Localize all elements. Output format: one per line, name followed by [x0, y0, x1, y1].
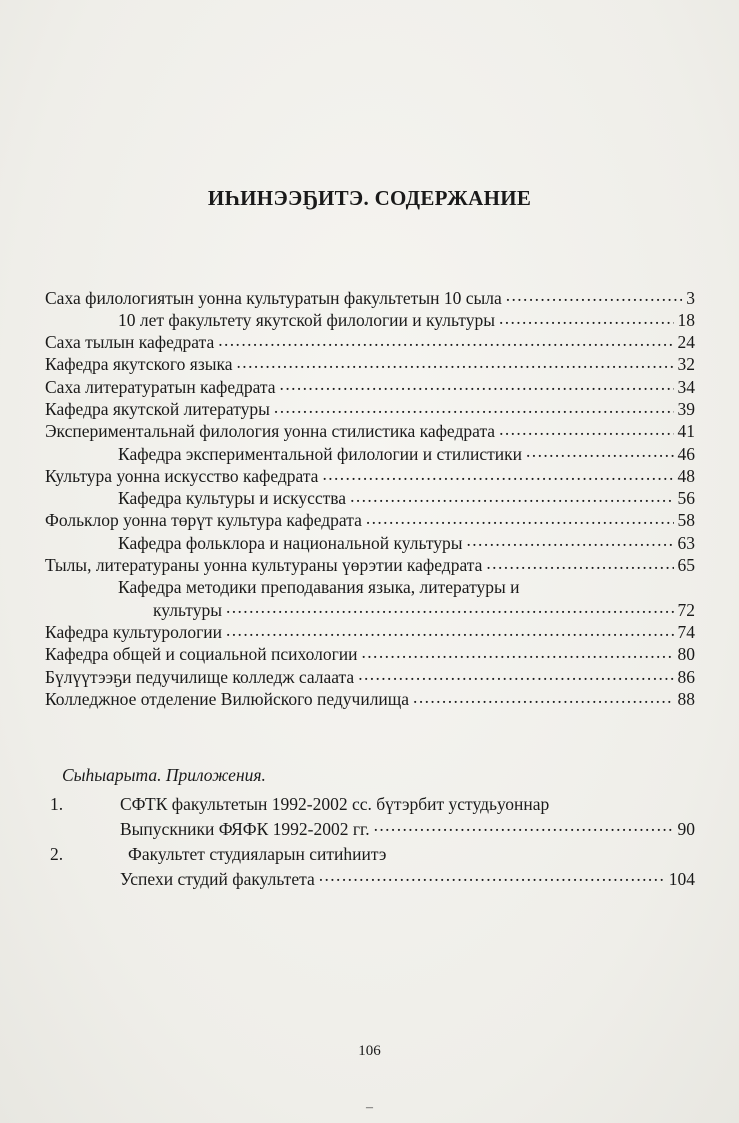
dot-leader: [413, 687, 673, 705]
dot-leader: [486, 554, 673, 572]
appendix-heading: Сыһыарыта. Приложения.: [62, 765, 266, 785]
dot-leader: [499, 420, 673, 438]
toc-entry: [45, 397, 695, 419]
toc-entry-label: Кафедра якутской литературы: [45, 398, 270, 419]
appendix-item-number: 1.: [50, 794, 64, 814]
toc-entry-page: 72: [677, 599, 695, 620]
dot-leader: [237, 353, 674, 371]
appendix-item-subtitle: Успехи студий факультета: [120, 869, 315, 889]
bottom-mark: –: [366, 1100, 373, 1115]
toc-entry-page: 65: [677, 555, 695, 576]
appendix-item-page: 90: [677, 819, 695, 839]
toc-entry-page: 56: [677, 488, 695, 509]
dot-leader: [226, 598, 674, 616]
toc-entry-label: Кафедра якутского языка: [45, 354, 233, 375]
dot-leader: [526, 442, 673, 460]
appendix-item-title: Факультет студияларын ситиһиитэ: [128, 844, 387, 864]
toc-entry: [45, 509, 695, 531]
toc-entry-page: 32: [677, 354, 695, 375]
toc-entry-label: культуры: [153, 599, 222, 620]
toc-entry: [45, 331, 695, 353]
toc-entry-page: 74: [677, 621, 695, 642]
toc-entry: [45, 554, 695, 576]
dot-leader: [280, 375, 674, 393]
toc-entry-label: Культура уонна искусство кафедрата: [45, 465, 319, 486]
dot-leader: [350, 487, 673, 505]
toc-entry-label: Кафедра культуры и искусства: [118, 488, 347, 509]
dot-leader: [358, 665, 673, 683]
appendix-item-1-line1: [50, 792, 695, 817]
toc-entry-label: Саха литературатын кафедрата: [45, 376, 276, 397]
toc-entry-label: Тылы, литератураны уонна культураны үөрэтии кафедрата: [45, 555, 483, 576]
dot-leader: [362, 643, 674, 661]
toc-entry-label: Бүлүүтээҕи педучилище колледж салаата: [45, 666, 355, 687]
toc-entry: [45, 620, 695, 642]
toc-entry-page: 63: [677, 532, 695, 553]
appendix-item-2-line2: [50, 867, 695, 892]
table-of-contents: [45, 286, 695, 710]
toc-entry: [45, 286, 695, 308]
toc-entry-page: 18: [677, 309, 695, 330]
toc-entry: [45, 353, 695, 375]
toc-entry-label: Саха филологиятын уонна культуратын факультетын 10 сыла: [45, 287, 502, 308]
dot-leader: [366, 509, 674, 527]
toc-entry-label: Кафедра экспериментальной филологии и стилистики: [118, 443, 523, 464]
toc-entry-page: 88: [677, 688, 695, 709]
appendix-item-subtitle: Выпускники ФЯФК 1992-2002 гг.: [120, 819, 370, 839]
dot-leader: [374, 818, 674, 836]
toc-entry-label: Саха тылын кафедрата: [45, 332, 215, 353]
toc-entry-page: 48: [677, 465, 695, 486]
toc-entry: [45, 687, 695, 709]
toc-entry-label: Экспериментальнай филология уонна стилистика кафедрата: [45, 421, 496, 442]
toc-entry-page: 46: [677, 443, 695, 464]
toc-entry-label: Кафедра фольклора и национальной культуры: [118, 532, 463, 553]
toc-entry-page: 39: [677, 398, 695, 419]
appendix-item-title: СФТК факультетын 1992-2002 сс. бүтэрбит устудьуоннар: [120, 794, 550, 814]
toc-entry: [45, 420, 695, 442]
toc-entry: [45, 442, 695, 464]
toc-entry-page: 41: [677, 421, 695, 442]
toc-entry: [45, 308, 695, 330]
toc-entry-label: 10 лет факультету якутской филологии и культуры: [118, 309, 495, 330]
toc-entry-page: 34: [677, 376, 695, 397]
toc-entry: [45, 665, 695, 687]
toc-entry-label: Кафедра культурологии: [45, 621, 222, 642]
toc-entry: [45, 576, 695, 598]
dot-leader: [499, 308, 674, 326]
dot-leader: [274, 397, 674, 415]
dot-leader: [319, 868, 665, 886]
dot-leader: [467, 531, 674, 549]
dot-leader: [218, 331, 673, 349]
toc-entry-label: Кафедра общей и социальной психологии: [45, 644, 358, 665]
dot-leader: [322, 464, 673, 482]
appendix-list: [50, 792, 695, 892]
dot-leader: [226, 620, 674, 638]
toc-entry: [45, 487, 695, 509]
toc-entry-page: 58: [677, 510, 695, 531]
toc-entry-page: 80: [677, 644, 695, 665]
appendix-item-1-line2: [50, 817, 695, 842]
toc-entry: [45, 598, 695, 620]
appendix-item-page: 104: [668, 869, 695, 889]
toc-entry: [45, 464, 695, 486]
toc-entry-label: Колледжное отделение Вилюйского педучилища: [45, 688, 410, 709]
toc-entry-page: 86: [677, 666, 695, 687]
toc-entry: [45, 531, 695, 553]
appendix-item-number: 2.: [50, 844, 64, 864]
toc-entry-label: Кафедра методики преподавания языка, литературы и: [118, 576, 520, 597]
toc-entry-page: 24: [677, 332, 695, 353]
toc-entry: [45, 643, 695, 665]
toc-entry-page: 3: [686, 287, 695, 308]
dot-leader: [506, 286, 683, 304]
toc-entry: [45, 375, 695, 397]
toc-entry-label: Фольклор уонна төрүт культура кафедрата: [45, 510, 362, 531]
page-title: ИҺИНЭЭҔИТЭ. СОДЕРЖАНИЕ: [207, 186, 532, 210]
page-number: 106: [358, 1043, 381, 1059]
appendix-item-2-line1: [50, 842, 695, 867]
